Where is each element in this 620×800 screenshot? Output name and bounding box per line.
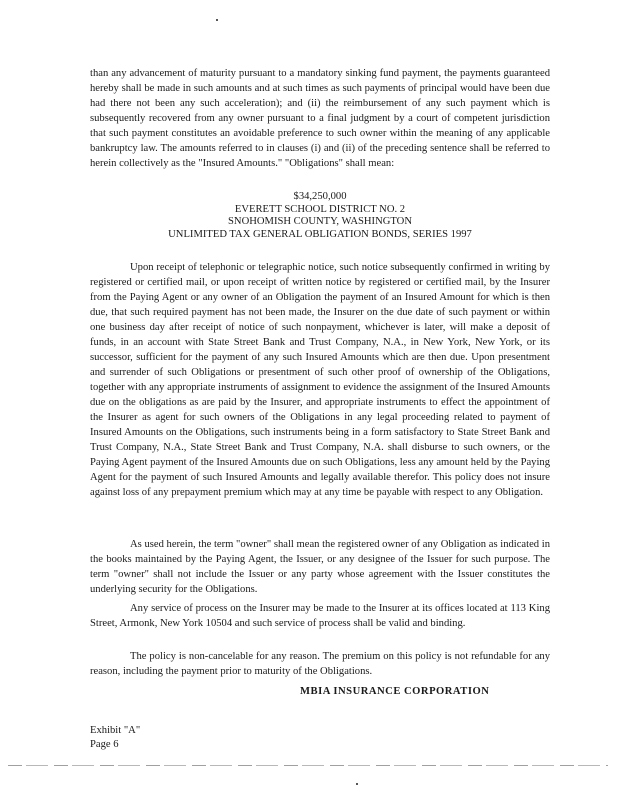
paragraph-insured-amounts: than any advancement of maturity pursuant to a mandatory sinking fund payment, the payments guaranteed hereby shall be made in such amounts and at such times as such payments of principal would have been due had there not been any such acceleration); and (ii) the reimbursement of any such payment which is subsequently recovered from any owner pursuant to a final judgment by a court of competent jurisdiction that such payment constitutes an avoidable preference to such owner within the meaning of any applicable bankruptcy law. The amounts referred to in clauses (i) and (ii) of the preceding sentence shall be referred to herein collectively as the "Insured Amounts." "Obligations" shall mean: xyxy=(90,68,550,169)
paragraph-payment-procedure: Upon receipt of telephonic or telegraphic notice, such notice subsequently confirmed in writing by registered or certified mail, or upon receipt of written notice by registered or certified mail, by the Insurer from the Paying Agent or any owner of an Obligation the payment of an Insured Amount for which is then due, that such required payment has not been made, the Insurer on the due date of such payment or within one business day after receipt of notice of such nonpayment, whichever is later, will make a deposit of funds, in an account with State Street Bank and Trust Company, N.A., in New York, New York, or its successor, sufficient for the payment of any such Insured Amounts which are then due. Upon presentment and surrender of such Obligations or presentment of such other proof of ownership of the Obligations, together with any appropriate instruments of assignment to evidence the assignment of the Insured Amounts due on the obligations as are paid by the Insurer, and appropriate instruments to effect the appointment of the Insurer as agent for such owners of the Obligations in any legal proceeding related to payment of Insured Amounts on the Obligations, such instruments being in a form satisfactory to State Street Bank and Trust Company, N.A., State Street Bank and Trust Company, N.A. shall disburse to such owners, or the Paying Agent payment of the Insured Amounts due on such Obligations, less any amount held by the Paying Agent for the payment of such Insured Amounts and legally available therefor. This policy does not insure against loss of any prepayment premium which may at any time be payable with respect to any Obligation. xyxy=(90,262,550,498)
bond-series: UNLIMITED TAX GENERAL OBLIGATION BONDS, SERIES 1997 xyxy=(168,228,472,240)
page-footer xyxy=(90,724,140,752)
bond-amount: $34,250,000 xyxy=(293,191,347,202)
scan-artifact-line xyxy=(8,765,608,766)
school-district: EVERETT SCHOOL DISTRICT NO. 2 xyxy=(234,203,406,215)
page-number: Page 6 xyxy=(90,739,119,750)
scan-speck xyxy=(216,19,218,21)
exhibit-label: Exhibit "A" xyxy=(90,725,141,736)
obligation-heading xyxy=(90,191,550,241)
paragraph-owner-definition: As used herein, the term "owner" shall mean the registered owner of any Obligation as indicated in the books maintained by the Paying Agent, the Issuer, or any designee of the Issuer for such purpose. The term "owner" shall not include the Issuer or any party whose agreement with the Issuer constitutes the underlying security for the Obligations. xyxy=(90,539,550,595)
scan-speck xyxy=(356,783,358,785)
insurer-signature: MBIA INSURANCE CORPORATION xyxy=(300,686,490,697)
paragraph-service-of-process: Any service of process on the Insurer may be made to the Insurer at its offices located at 113 King Street, Armonk, New York 10504 and such service of process shall be valid and binding. xyxy=(90,603,550,629)
paragraph-non-cancelable: The policy is non-cancelable for any reason. The premium on this policy is not refundable for any reason, including the payment prior to maturity of the Obligations. xyxy=(90,651,550,677)
county-state: SNOHOMISH COUNTY, WASHINGTON xyxy=(228,216,412,227)
